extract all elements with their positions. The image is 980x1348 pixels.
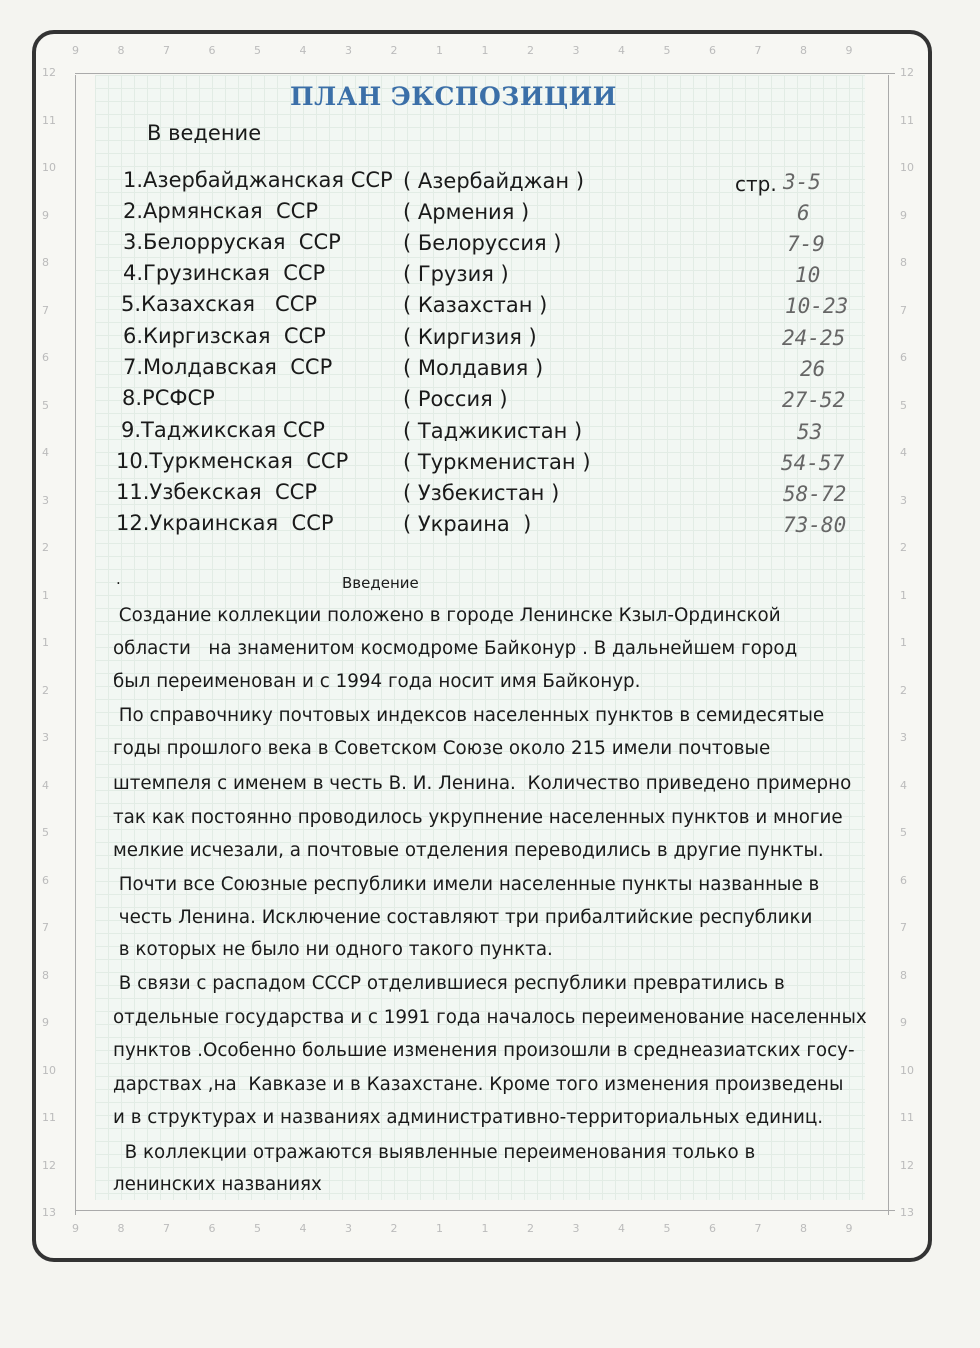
ruler-label: 5 xyxy=(42,826,49,839)
ruler-label: 6 xyxy=(900,351,907,364)
ruler-line xyxy=(75,73,895,74)
ruler-label: 6 xyxy=(709,44,716,57)
ruler-label: 1 xyxy=(436,44,443,57)
page-range: 73-80 xyxy=(783,513,847,537)
page-range: 24-25 xyxy=(782,326,846,350)
ruler-label: 9 xyxy=(42,1016,49,1029)
ruler-label: 4 xyxy=(42,778,49,792)
ruler-label: 1 xyxy=(436,1222,443,1235)
republic-name: 3.Белорруская ССР xyxy=(123,230,341,254)
ruler-label: 4 xyxy=(618,44,625,57)
ruler-label: 5 xyxy=(254,1222,261,1235)
ruler-label: 6 xyxy=(709,1222,716,1235)
republic-name: 12.Украинская ССР xyxy=(116,511,334,535)
ruler-label: 3 xyxy=(900,731,907,744)
ruler-label: 6 xyxy=(208,1222,216,1235)
page-range: 10-23 xyxy=(785,294,849,318)
paragraph-line: В связи с распадом СССР отделившиеся республики превратились в xyxy=(113,973,785,994)
paragraph-line: честь Ленина. Исключение составляют три прибалтийские республики xyxy=(113,907,813,928)
ruler-label: 12 xyxy=(42,66,56,79)
ruler-label: 7 xyxy=(163,1222,170,1235)
ruler-label: 8 xyxy=(117,44,125,57)
ruler-label: 6 xyxy=(42,351,49,364)
pages-label: стр. xyxy=(735,172,777,196)
ruler-label: 10 xyxy=(42,1063,56,1077)
paragraph-line: Почти все Союзные республики имели населенные пункты названные в xyxy=(113,874,820,895)
republic-name: 6.Киргизская ССР xyxy=(123,324,326,348)
country-name: ( Азербайджан ) xyxy=(403,169,585,193)
ruler-label: 3 xyxy=(572,1222,580,1235)
ruler-label: 3 xyxy=(345,44,352,57)
ruler-label: 4 xyxy=(618,1222,625,1235)
ruler-label: 3 xyxy=(900,493,907,507)
republic-name: 9.Таджикская ССР xyxy=(121,418,325,442)
ruler-label: 7 xyxy=(42,921,49,934)
ruler-label: 4 xyxy=(299,1222,307,1235)
country-name: ( Таджикистан ) xyxy=(403,419,583,443)
ruler-label: 2 xyxy=(527,1222,534,1235)
ruler-label: 8 xyxy=(900,256,907,269)
republic-name: 5.Казахская ССР xyxy=(121,292,318,316)
ruler-label: 12 xyxy=(42,1158,56,1172)
page-range: 58-72 xyxy=(783,482,847,506)
republic-name: 11.Узбекская ССР xyxy=(116,480,317,504)
ruler-label: 6 xyxy=(208,44,216,57)
ruler-label: 10 xyxy=(42,161,56,174)
country-name: ( Туркменистан ) xyxy=(403,450,591,474)
ruler-label: 10 xyxy=(900,1063,914,1077)
ruler-line xyxy=(888,75,889,1215)
ruler-label: 11 xyxy=(900,113,914,127)
ruler-label: 8 xyxy=(42,256,49,269)
ruler-label: 1 xyxy=(481,44,489,57)
country-name: ( Украина ) xyxy=(403,512,532,536)
ruler-label: 2 xyxy=(42,541,49,554)
paragraph-line: В коллекции отражаются выявленные переименования только в xyxy=(113,1142,756,1163)
ruler-label: 9 xyxy=(42,208,49,222)
ruler-label: 6 xyxy=(900,873,907,887)
ruler-label: 13 xyxy=(42,1206,56,1219)
ruler-label: 2 xyxy=(390,1222,398,1235)
intro-heading: Введение xyxy=(342,574,419,592)
ruler-label: 12 xyxy=(900,1158,914,1172)
ruler-label: 7 xyxy=(754,1222,762,1235)
ruler-label: 11 xyxy=(42,1111,56,1124)
republic-name: 10.Туркменская ССР xyxy=(116,449,349,473)
republic-name: 1.Азербайджанская ССР xyxy=(123,168,393,192)
ruler-label: 1 xyxy=(42,588,49,602)
ruler-label: 13 xyxy=(900,1206,914,1219)
ruler-line xyxy=(75,1210,895,1211)
paragraph-line: так как постоянно проводилось укрупнение населенных пунктов и многие xyxy=(113,807,843,828)
subtitle: В ведение xyxy=(147,121,262,145)
ruler-label: 1 xyxy=(900,588,907,602)
page-range: 10 xyxy=(795,263,821,287)
ruler-label: 1 xyxy=(42,636,49,649)
ruler-label: 1 xyxy=(900,636,907,649)
ruler-label: 9 xyxy=(900,1016,907,1029)
paragraph-line: ленинских названиях xyxy=(113,1174,322,1195)
country-name: ( Грузия ) xyxy=(403,262,509,286)
ruler-label: 7 xyxy=(900,921,907,934)
republic-name: 8.РСФСР xyxy=(122,386,215,410)
ruler-label: 5 xyxy=(900,826,907,839)
ruler-label: 10 xyxy=(900,161,914,174)
page-range: 54-57 xyxy=(781,451,845,475)
ruler-line xyxy=(75,75,76,1215)
bullet: . xyxy=(116,570,121,588)
ruler-label: 8 xyxy=(42,968,49,982)
country-name: ( Казахстан ) xyxy=(403,293,548,317)
country-name: ( Узбекистан ) xyxy=(403,481,560,505)
ruler-label: 11 xyxy=(42,113,56,127)
ruler-label: 9 xyxy=(845,44,853,57)
country-name: ( Белоруссия ) xyxy=(403,231,562,255)
ruler-label: 5 xyxy=(254,44,261,57)
ruler-label: 9 xyxy=(845,1222,853,1235)
ruler-label: 8 xyxy=(117,1222,125,1235)
ruler-label: 2 xyxy=(390,44,398,57)
ruler-label: 5 xyxy=(42,398,49,412)
paragraph-line: был переименован и с 1994 года носит имя Байконур. xyxy=(113,671,641,692)
paragraph-line: штемпеля с именем в честь В. И. Ленина. Количество приведено примерно xyxy=(113,773,852,794)
paragraph-line: пунктов .Особенно большие изменения произошли в среднеазиатских госу- xyxy=(113,1040,855,1061)
ruler-label: 9 xyxy=(900,208,907,222)
page-range: 26 xyxy=(800,357,826,381)
country-name: ( Киргизия ) xyxy=(403,325,537,349)
paragraph-line: и в структурах и названиях административно-территориальных единиц. xyxy=(113,1107,824,1128)
ruler-label: 2 xyxy=(527,44,534,57)
ruler-label: 5 xyxy=(900,398,907,412)
ruler-label: 7 xyxy=(42,303,49,317)
ruler-label: 7 xyxy=(754,44,762,57)
paragraph-line: в которых не было ни одного такого пункта. xyxy=(113,939,553,960)
ruler-label: 8 xyxy=(800,1222,807,1235)
paragraph-line: дарствах ,на Кавказе и в Казахстане. Кроме того изменения произведены xyxy=(113,1074,844,1095)
republic-name: 4.Грузинская ССР xyxy=(123,261,326,285)
country-name: ( Молдавия ) xyxy=(403,356,544,380)
paragraph-line: области на знаменитом космодроме Байконур . В дальнейшем город xyxy=(113,638,798,659)
page-range: 27-52 xyxy=(782,388,846,412)
ruler-label: 8 xyxy=(900,968,907,982)
paragraph-line: мелкие исчезали, а почтовые отделения переводились в другие пункты. xyxy=(113,840,824,861)
ruler-label: 2 xyxy=(900,683,907,697)
paragraph-line: отдельные государства и с 1991 года началось переименование населенных xyxy=(113,1007,867,1028)
ruler-label: 4 xyxy=(900,778,907,792)
page-title: ПЛАН ЭКСПОЗИЦИИ xyxy=(290,82,617,111)
ruler-label: 1 xyxy=(481,1222,489,1235)
page-range: 7-9 xyxy=(787,232,825,256)
ruler-label: 8 xyxy=(800,44,807,57)
ruler-label: 9 xyxy=(72,1222,79,1235)
ruler-label: 4 xyxy=(900,446,907,459)
page-range: 3-5 xyxy=(783,170,821,194)
ruler-label: 12 xyxy=(900,66,914,79)
ruler-label: 3 xyxy=(42,731,49,744)
country-name: ( Армения ) xyxy=(403,200,530,224)
ruler-label: 11 xyxy=(900,1111,914,1124)
ruler-label: 4 xyxy=(299,44,307,57)
ruler-label: 3 xyxy=(345,1222,352,1235)
ruler-label: 3 xyxy=(572,44,580,57)
country-name: ( Россия ) xyxy=(403,387,508,411)
page-range: 53 xyxy=(797,420,823,444)
ruler-label: 5 xyxy=(663,1222,671,1235)
ruler-label: 6 xyxy=(42,873,49,887)
republic-name: 2.Армянская ССР xyxy=(123,199,319,223)
ruler-label: 7 xyxy=(163,44,170,57)
ruler-label: 5 xyxy=(663,44,671,57)
ruler-label: 2 xyxy=(42,683,49,697)
paragraph-line: годы прошлого века в Советском Союзе около 215 имели почтовые xyxy=(113,738,771,759)
ruler-label: 7 xyxy=(900,303,907,317)
ruler-label: 4 xyxy=(42,446,49,459)
ruler-label: 3 xyxy=(42,493,49,507)
ruler-label: 9 xyxy=(72,44,79,57)
paragraph-line: По справочнику почтовых индексов населенных пунктов в семидесятые xyxy=(113,705,825,726)
page-range: 6 xyxy=(797,201,810,225)
republic-name: 7.Молдавская ССР xyxy=(123,355,333,379)
paragraph-line: Создание коллекции положено в городе Ленинске Кзыл-Ординской xyxy=(113,605,781,626)
ruler-label: 2 xyxy=(900,541,907,554)
